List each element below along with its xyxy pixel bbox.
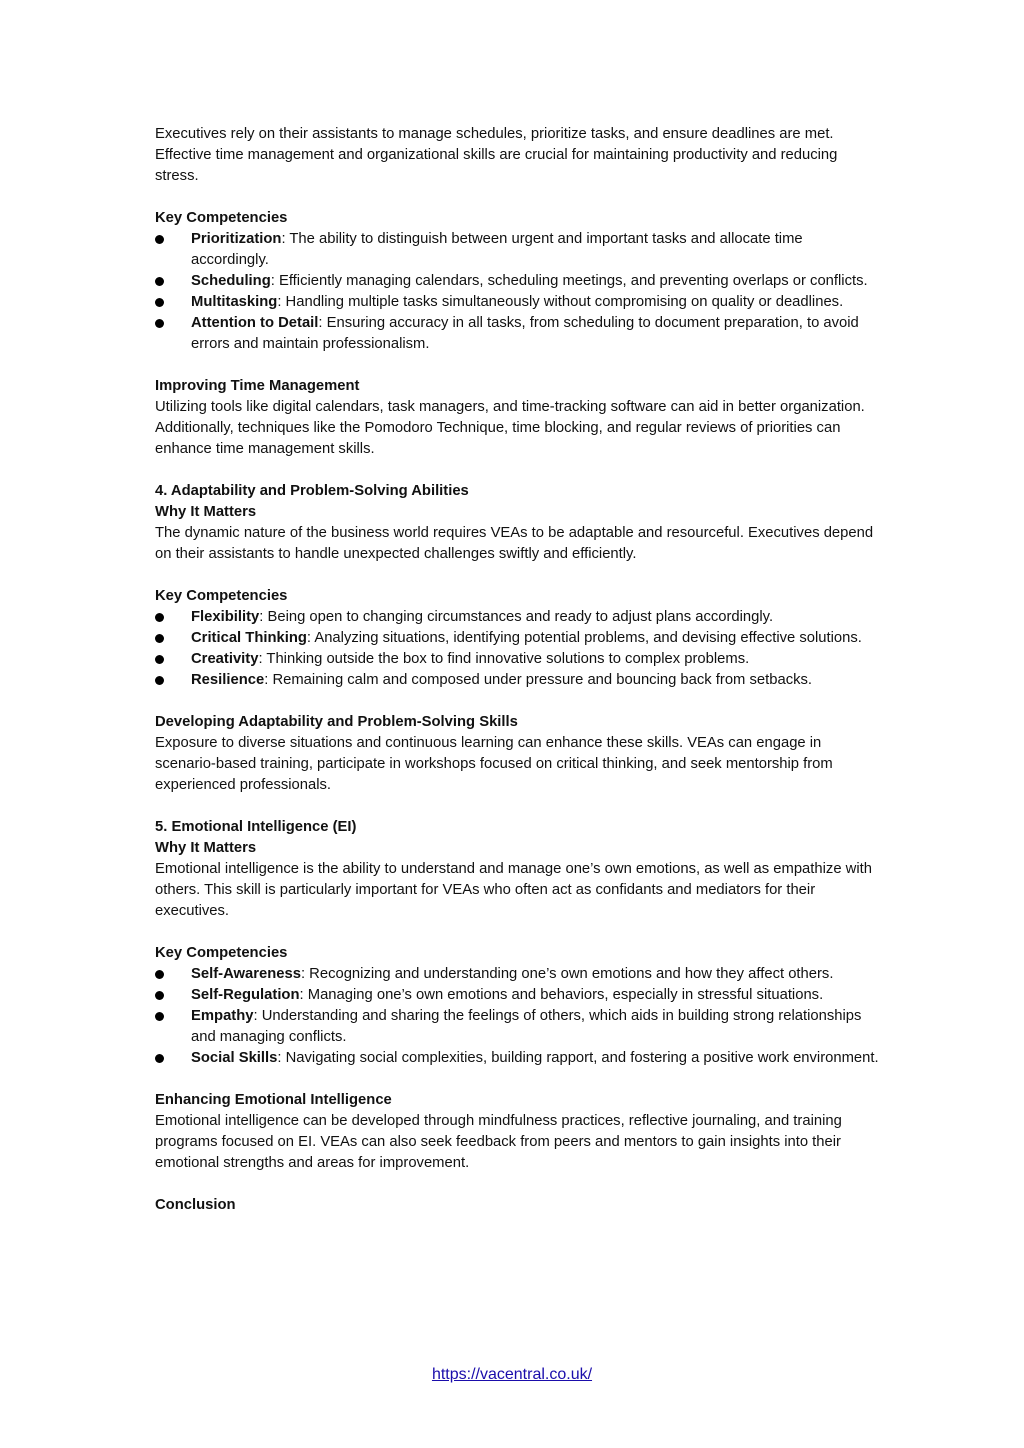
competency-term: Empathy (191, 1008, 254, 1024)
spacer (155, 796, 880, 817)
bullet-icon (155, 634, 164, 643)
competency-term: Attention to Detail (191, 315, 319, 331)
list-item (155, 1006, 880, 1048)
intro-paragraph: Executives rely on their assistants to manage schedules, prioritize tasks, and ensure deadlines are met. Effective time management and organizational skills are crucial for maintaining productivity and reducing stress. (155, 126, 838, 184)
section-4-why-heading: Why It Matters (155, 504, 257, 520)
bullet-icon (155, 1012, 164, 1021)
competency-term: Resilience (191, 672, 265, 688)
bullet-icon (155, 676, 164, 685)
competency-term: Social Skills (191, 1050, 278, 1066)
list-item (155, 313, 880, 355)
section-4-key-competencies-heading: Key Competencies (155, 588, 288, 604)
page-footer (0, 1366, 1024, 1384)
competency-description: : Navigating social complexities, building rapport, and fostering a positive work environment. (277, 1050, 879, 1066)
competency-description: : Recognizing and understanding one’s own emotions and how they affect others. (300, 966, 834, 982)
section-5-key-competencies-heading: Key Competencies (155, 945, 288, 961)
competency-description: : Analyzing situations, identifying potential problems, and devising effective solutions. (306, 630, 862, 646)
competency-description: : Handling multiple tasks simultaneously without compromising on quality or deadlines. (277, 294, 844, 310)
section-4-heading: 4. Adaptability and Problem-Solving Abilities (155, 483, 469, 499)
competency-term: Self-Awareness (191, 966, 301, 982)
conclusion-heading: Conclusion (155, 1197, 236, 1213)
competency-term: Scheduling (191, 273, 271, 289)
competency-term: Self-Regulation (191, 987, 300, 1003)
spacer (155, 691, 880, 712)
list-item (155, 964, 880, 985)
list-item (155, 607, 880, 628)
list-item (155, 628, 880, 649)
list-item (155, 229, 880, 271)
section-4-developing-heading: Developing Adaptability and Problem-Solving Skills (155, 714, 518, 730)
spacer (155, 355, 880, 376)
competency-description: : Being open to changing circumstances and ready to adjust plans accordingly. (259, 609, 774, 625)
spacer (155, 1069, 880, 1090)
improving-time-paragraph: Utilizing tools like digital calendars, task managers, and time-tracking software can aid in better organization. Additionally, techniques like the Pomodoro Technique, time blocking, and regular reviews of priorities can enhance time management skills. (155, 399, 865, 457)
spacer (155, 1174, 880, 1195)
competency-term: Creativity (191, 651, 259, 667)
list-item (155, 271, 880, 292)
footer-website-link[interactable]: https://vacentral.co.uk/ (431, 1366, 593, 1383)
section-5-why-heading: Why It Matters (155, 840, 257, 856)
competency-term: Flexibility (191, 609, 260, 625)
bullet-icon (155, 277, 164, 286)
bullet-icon (155, 655, 164, 664)
competency-description: : Ensuring accuracy in all tasks, from scheduling to document preparation, to avoid errors and maintain professionalism. (191, 315, 859, 352)
bullet-icon (155, 970, 164, 979)
bullet-icon (155, 613, 164, 622)
spacer (155, 565, 880, 586)
bullet-icon (155, 298, 164, 307)
ei-competencies-list (155, 964, 880, 1069)
spacer (155, 460, 880, 481)
adaptability-competencies-list (155, 607, 880, 691)
list-item (155, 1048, 880, 1069)
competency-description: : Managing one’s own emotions and behaviors, especially in stressful situations. (299, 987, 824, 1003)
competency-term: Prioritization (191, 231, 282, 247)
section-4-why-paragraph: The dynamic nature of the business world requires VEAs to be adaptable and resourceful. Executives depend on their assistants to handle unexpected challenges swiftly and efficiently. (155, 525, 874, 562)
spacer (155, 922, 880, 943)
competency-description: : Understanding and sharing the feelings of others, which aids in building strong relationships and managing conflicts. (191, 1008, 862, 1045)
time-competencies-list (155, 229, 880, 355)
spacer (155, 187, 880, 208)
document-body (155, 124, 880, 1216)
section-5-heading: 5. Emotional Intelligence (EI) (155, 819, 357, 835)
competency-term: Multitasking (191, 294, 278, 310)
section-5-enhancing-paragraph: Emotional intelligence can be developed through mindfulness practices, reflective journaling, and training programs focused on EI. VEAs can also seek feedback from peers and mentors to gain insights into their emotional strengths and areas for improvement. (155, 1113, 842, 1171)
list-item (155, 649, 880, 670)
improving-time-heading: Improving Time Management (155, 378, 360, 394)
bullet-icon (155, 235, 164, 244)
bullet-icon (155, 991, 164, 1000)
competency-description: : Efficiently managing calendars, scheduling meetings, and preventing overlaps or conflicts. (270, 273, 868, 289)
competency-term: Critical Thinking (191, 630, 307, 646)
section-5-enhancing-heading: Enhancing Emotional Intelligence (155, 1092, 392, 1108)
section-5-why-paragraph: Emotional intelligence is the ability to understand and manage one’s own emotions, as well as empathize with others. This skill is particularly important for VEAs who often act as confidants and mediators for their executives. (155, 861, 872, 919)
bullet-icon (155, 319, 164, 328)
bullet-icon (155, 1054, 164, 1063)
competency-description: : Thinking outside the box to find innovative solutions to complex problems. (258, 651, 750, 667)
competency-description: : The ability to distinguish between urgent and important tasks and allocate time accordingly. (191, 231, 803, 268)
section-4-developing-paragraph: Exposure to diverse situations and continuous learning can enhance these skills. VEAs can engage in scenario-based training, participate in workshops focused on critical thinking, and seek mentorship from experienced professionals. (155, 735, 833, 793)
time-key-competencies-heading: Key Competencies (155, 210, 288, 226)
list-item (155, 985, 880, 1006)
competency-description: : Remaining calm and composed under pressure and bouncing back from setbacks. (264, 672, 812, 688)
list-item (155, 670, 880, 691)
list-item (155, 292, 880, 313)
